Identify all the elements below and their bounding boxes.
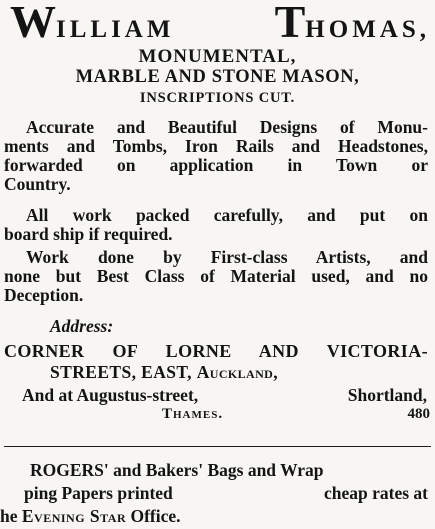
second-ad-text: cheap rates at	[323, 483, 428, 503]
paragraph-line: board ship if required.	[4, 224, 173, 244]
second-ad-text: ROGERS' and Bakers' Bags and Wrap	[30, 460, 324, 480]
paragraph-line: ments and Tombs, Iron Rails and Headstones,	[4, 136, 428, 156]
address-line-thames	[162, 406, 430, 423]
paragraph-line: Accurate and Beautiful Designs of Monu-	[26, 117, 428, 137]
paragraph-line: Deception.	[4, 285, 84, 305]
address-label: Address:	[50, 316, 114, 336]
first-name-initial: W	[10, 0, 56, 47]
column-divider-rule	[4, 446, 431, 447]
address-town: Thames.	[162, 406, 224, 422]
paragraph-line: forwarded on application in Town or	[4, 155, 428, 175]
newspaper-name: Evening Star	[21, 506, 127, 526]
trade-heading-monumental: MONUMENTAL,	[138, 46, 297, 67]
trade-heading-mason: MARBLE AND STONE MASON,	[75, 67, 360, 87]
address-line-augustus	[22, 385, 427, 406]
paragraph-workmanship	[4, 248, 428, 305]
first-name	[10, 0, 175, 47]
second-ad-line-1	[30, 460, 428, 481]
paragraph-line: All work packed carefully, and put on	[26, 205, 428, 225]
advertisement-reference-number: 480	[407, 406, 430, 422]
last-name-rest: HOMAS,	[305, 16, 430, 43]
paragraph-designs	[4, 118, 428, 194]
paragraph-line: Country.	[4, 174, 71, 194]
second-ad-line-2	[24, 483, 428, 504]
address-augustus-street: And at Augustus-street,	[22, 385, 199, 405]
paragraph-line: none but Best Class of Material used, and no	[4, 266, 428, 286]
address-line-corner: CORNER OF LORNE AND VICTORIA-	[4, 341, 428, 361]
address-line-streets	[50, 362, 278, 383]
second-ad-line-3	[0, 506, 181, 527]
paragraph-packing	[4, 206, 428, 244]
address-city: Auckland,	[196, 362, 278, 382]
first-name-rest: ILLIAM	[56, 16, 175, 43]
second-ad-text: ping Papers printed	[24, 483, 173, 503]
paragraph-line: Work done by First-class Artists, and	[26, 247, 428, 267]
address-streets-text: STREETS, EAST,	[50, 362, 192, 382]
last-name-initial: T	[274, 0, 306, 47]
advertiser-name	[10, 0, 430, 47]
last-name	[274, 0, 430, 47]
second-ad-text: Office.	[130, 506, 181, 526]
address-shortland: Shortland,	[347, 385, 427, 405]
second-ad-text: he	[0, 506, 18, 526]
trade-heading-inscriptions: INSCRIPTIONS CUT.	[139, 90, 296, 106]
